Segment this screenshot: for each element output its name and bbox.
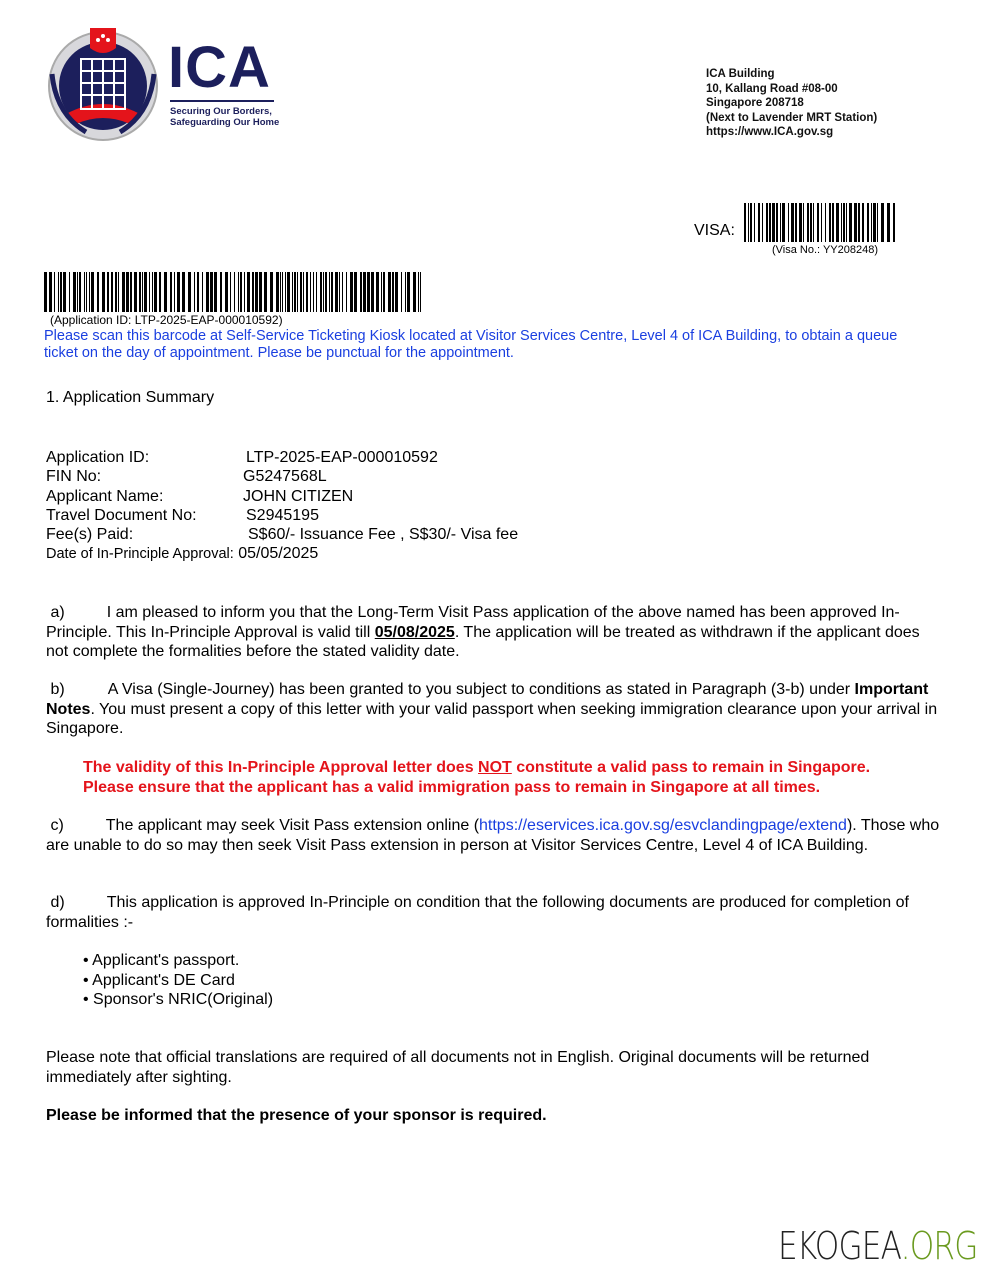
- paragraph-c: [46, 816, 941, 855]
- list-item: • Applicant's passport.: [83, 952, 240, 969]
- field-value: G5247568L: [243, 468, 327, 486]
- validity-warning: [83, 758, 870, 797]
- paragraph-text: . You must present a copy of this letter with your valid passport when seeking immigration clearance upon your arrival in Singapore.: [46, 700, 938, 737]
- translation-note: Please note that official translations are required of all documents not in English. Original documents will be returned immediately after sighting.: [46, 1049, 870, 1086]
- paragraph-d: [46, 893, 941, 932]
- section-title: 1. Application Summary: [46, 389, 215, 406]
- ica-logo: [46, 24, 278, 144]
- paragraph-text: I am pleased to inform you that the Long-Term Visit Pass application of the above named has been approved In-Principle. This In-Principle Approval is valid till: [46, 604, 900, 641]
- field-value: S$60/- Issuance Fee , S$30/- Visa fee: [248, 526, 519, 544]
- required-documents-list: [83, 951, 273, 1010]
- paragraph-marker: b): [50, 681, 65, 698]
- watermark-text: .ORG: [900, 1224, 978, 1268]
- warning-text: constitute a valid pass to remain in Singapore.: [511, 759, 871, 776]
- tagline-line: Safeguarding Our Home: [170, 117, 280, 128]
- paragraph-a: [46, 603, 941, 662]
- list-item: • Sponsor's NRIC(Original): [83, 991, 274, 1008]
- field-value: LTP-2025-EAP-000010592: [246, 449, 438, 466]
- field-label: Application ID:: [46, 449, 150, 466]
- office-address: [706, 67, 877, 140]
- logo-divider: [170, 100, 274, 102]
- address-line: Singapore 208718: [706, 97, 804, 109]
- list-item: • Applicant's DE Card: [83, 971, 235, 989]
- field-label: Date of In-Principle Approval:: [46, 546, 234, 563]
- visa-number-caption: (Visa No.: YY208248): [772, 244, 878, 256]
- field-label: Applicant Name:: [46, 487, 164, 505]
- paragraph-text: A Visa (Single-Journey) has been granted to you subject to conditions as stated in Paragraph (3-b) under: [107, 681, 855, 698]
- summary-row: [46, 525, 518, 544]
- paragraph-text: ). Those who are unable to do so may then seek Visit Pass extension in person at Visitor Services Centre, Level 4 of ICA Building.: [46, 817, 940, 854]
- application-barcode-caption: (Application ID: LTP-2025-EAP-000010592): [50, 313, 283, 327]
- visa-label: VISA:: [694, 222, 735, 239]
- ica-seal-icon: [46, 24, 160, 142]
- scan-notice: Please scan this barcode at Self-Service Ticketing Kiosk located at Visitor Services Centre, Level 4 of ICA Building, to obtain a queue ticket on the day of appointment. Please be punctual for the appointment.: [44, 328, 898, 361]
- warning-text: Please ensure that the applicant has a valid immigration pass to remain in Singapore at all times.: [83, 778, 821, 796]
- paragraph-marker: c): [50, 817, 64, 834]
- logo-tagline: [170, 106, 279, 128]
- summary-row: [46, 448, 518, 467]
- field-label: Fee(s) Paid:: [46, 526, 134, 544]
- watermark: [778, 1224, 978, 1268]
- warning-text: The validity of this In-Principle Approval letter does: [83, 759, 479, 776]
- field-value: S2945195: [246, 506, 319, 524]
- application-summary: [46, 448, 518, 565]
- summary-row: [46, 506, 518, 525]
- sponsor-note: Please be informed that the presence of your sponsor is required.: [46, 1107, 547, 1124]
- summary-row: [46, 544, 518, 564]
- warning-not: NOT: [478, 759, 512, 776]
- logo-acronym: ICA: [168, 35, 271, 100]
- paragraph-text: The applicant may seek Visit Pass extension online (: [105, 817, 480, 834]
- paragraph-marker: a): [50, 604, 65, 621]
- watermark-text: EKOGEA: [778, 1224, 901, 1268]
- field-label: FIN No:: [46, 468, 102, 486]
- tagline-line: Securing Our Borders,: [170, 106, 272, 117]
- field-value: JOHN CITIZEN: [243, 487, 354, 505]
- field-label: Travel Document No:: [46, 506, 197, 524]
- important-notes-ref: Important Notes: [46, 681, 929, 718]
- barcode-bar: [420, 272, 421, 312]
- address-line: https://www.ICA.gov.sg: [706, 126, 834, 138]
- application-barcode: [44, 272, 421, 312]
- summary-row: [46, 467, 518, 486]
- address-line: 10, Kallang Road #08-00: [706, 82, 838, 95]
- address-line: (Next to Lavender MRT Station): [706, 111, 878, 124]
- paragraph-marker: d): [50, 894, 65, 911]
- paragraph-text: . The application will be treated as withdrawn if the applicant does not complete the formalities before the stated validity date.: [46, 623, 920, 660]
- address-line: ICA Building: [706, 68, 775, 80]
- barcode-bar: [893, 203, 895, 242]
- valid-till-date: 05/08/2025: [374, 623, 455, 641]
- summary-row: [46, 487, 518, 506]
- paragraph-b: [46, 680, 941, 739]
- extension-link[interactable]: https://eservices.ica.gov.sg/esvclandingpage/extend: [479, 817, 847, 834]
- paragraph-text: This application is approved In-Principle on condition that the following documents are produced for completion of formalities :-: [46, 894, 909, 931]
- field-value: 05/05/2025: [238, 545, 319, 563]
- visa-barcode: [744, 203, 895, 242]
